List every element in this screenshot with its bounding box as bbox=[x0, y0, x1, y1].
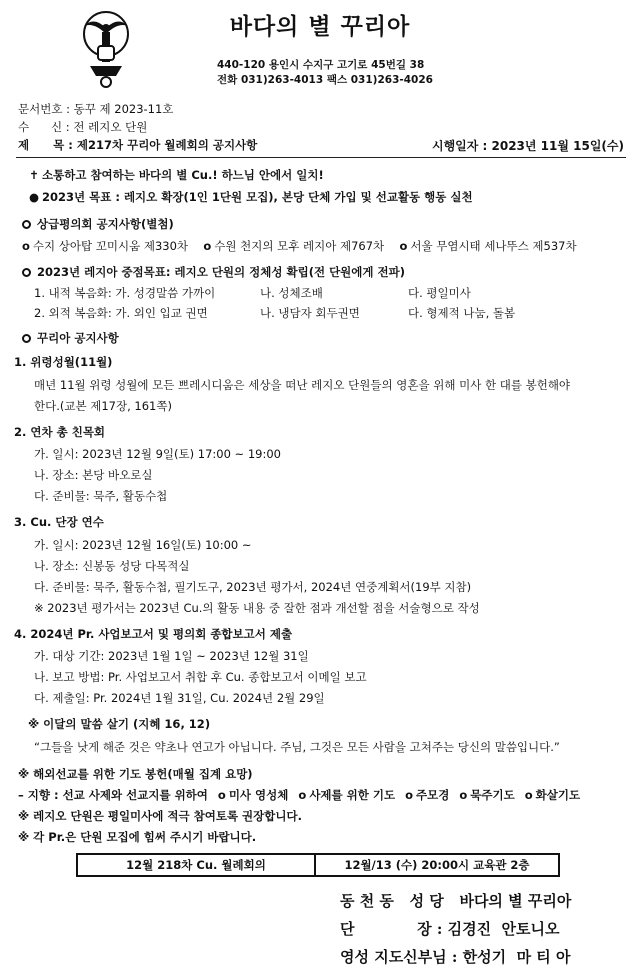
item1-line1: 매년 11월 위령 성월에 모든 쁘레시디움은 세상을 떠난 레지오 단원들의 영혼을 위해 미사 한 대를 봉헌해야 bbox=[34, 378, 571, 392]
circle-bullet-icon: o bbox=[22, 239, 30, 253]
item4-title: 4. 2024년 Pr. 사업보고서 및 평의회 종합보고서 제출 bbox=[14, 627, 293, 641]
ring-bullet-icon bbox=[22, 334, 31, 343]
prayer-intent-row bbox=[18, 787, 580, 803]
item3-c: 다. 준비물: 묵주, 활동수첩, 필기도구, 2023년 평가서, 2024년 연중계획서(19부 지참) bbox=[34, 580, 472, 594]
header-divider bbox=[16, 157, 626, 158]
word-text: “그들을 낫게 해준 것은 약초나 연고가 아닙니다. 주님, 그것은 모든 사람을 고쳐주는 당신의 말씀입니다.” bbox=[34, 740, 560, 754]
item4-b: 나. 보고 방법: Pr. 사업보고서 취합 후 Cu. 종합보고서 이메일 보고 bbox=[34, 670, 367, 684]
focus-goal-title-row bbox=[22, 264, 405, 280]
circle-bullet-icon: o bbox=[298, 788, 307, 802]
page-title: 바다의 별 꾸리아 bbox=[229, 14, 411, 40]
upper-item: 수원 천지의 모후 레지아 제767차 bbox=[214, 239, 385, 253]
next-meeting-time: 12월/13 (수) 20:00시 교육관 2층 bbox=[344, 858, 530, 872]
focus-row-2c: 다. 형제적 나눔, 돌봄 bbox=[408, 306, 516, 320]
signature-head-row bbox=[340, 918, 560, 939]
item2-b: 나. 장소: 본당 바오로실 bbox=[34, 468, 153, 482]
curia-notices-title-row bbox=[22, 330, 119, 346]
item3-note: ※ 2023년 평가서는 2023년 Cu.의 활동 내용 중 잘한 점과 개선할 점을 서술형으로 작성 bbox=[34, 601, 480, 615]
signature-head: 김경진 안토니오 bbox=[447, 920, 560, 938]
item4-a: 가. 대상 기간: 2023년 1월 1일 ~ 2023년 12월 31일 bbox=[34, 649, 309, 663]
doc-to-row bbox=[18, 118, 147, 136]
signature-org: 동 천 동 성 당 바다의 별 꾸리아 bbox=[340, 892, 572, 910]
item4-c: 다. 제출일: Pr. 2024년 1월 31일, Cu. 2024년 2월 29일 bbox=[34, 691, 325, 705]
upper-council-items bbox=[22, 238, 577, 254]
upper-item: 서울 무염시태 세나뚜스 제537차 bbox=[410, 239, 577, 253]
circle-bullet-icon: o bbox=[405, 788, 414, 802]
item3-b: 나. 장소: 신봉동 성당 다목적실 bbox=[34, 559, 190, 573]
item3-a: 가. 일시: 2023년 12월 16일(토) 10:00 ~ bbox=[34, 538, 252, 552]
recruit-note: ※ 각 Pr.은 단원 모집에 힘써 주시기 바랍니다. bbox=[18, 830, 257, 844]
focus-row-1c: 다. 평일미사 bbox=[408, 286, 471, 300]
issue-date: 시행일자 : 2023년 11월 15일(수) bbox=[431, 139, 624, 153]
item1-line2: 한다.(교본 제17장, 161쪽) bbox=[34, 399, 172, 413]
focus-row-2b: 나. 냉담자 회두권면 bbox=[260, 306, 360, 320]
doc-number-label: 문서번호 : bbox=[18, 102, 70, 116]
cross-icon: ✝ bbox=[29, 168, 39, 182]
prayer-item: 주모경 bbox=[416, 788, 450, 802]
circle-bullet-icon: o bbox=[203, 239, 212, 253]
prayer-intent: – 지향 : 선교 사제와 선교지를 위하여 bbox=[18, 788, 208, 802]
doc-number-row bbox=[18, 100, 173, 118]
address-text: 440-120 용인시 수지구 고기로 45번길 38 bbox=[217, 59, 425, 71]
curia-notices-title: 꾸리아 공지사항 bbox=[37, 331, 119, 345]
signature-priest-label: 영성 지도신부님 : bbox=[340, 948, 458, 966]
doc-subject-row bbox=[18, 136, 257, 154]
doc-number: 동꾸 제 2023-11호 bbox=[73, 102, 174, 116]
phone-text: 전화 031)263-4013 팩스 031)263-4026 bbox=[217, 74, 433, 86]
next-meeting-name: 12월 218차 Cu. 월례회의 bbox=[78, 855, 316, 875]
focus-row-2a: 2. 외적 복음화: 가. 외인 입교 권면 bbox=[34, 306, 208, 320]
address-block bbox=[217, 58, 433, 88]
slogan-text-2: 2023년 목표 : 레지오 확장(1인 1단원 모집), 본당 단체 가입 및 선교활동 행동 실천 bbox=[42, 190, 473, 204]
doc-subject-label: 제 목 : bbox=[18, 138, 73, 152]
signature-head-label: 단 장 : bbox=[340, 920, 443, 938]
prayer-item: 사제를 위한 기도 bbox=[309, 788, 396, 802]
signature-priest-row bbox=[340, 946, 571, 967]
drop-icon: ● bbox=[28, 190, 40, 204]
slogan-line-2 bbox=[26, 189, 473, 205]
doc-subject: 제217차 꾸리아 월례회의 공지사항 bbox=[76, 138, 258, 152]
doc-to-label: 수 신 : bbox=[18, 120, 70, 134]
item3-title: 3. Cu. 단장 연수 bbox=[14, 515, 104, 529]
prayer-item: 묵주기도 bbox=[470, 788, 515, 802]
circle-bullet-icon: o bbox=[459, 788, 468, 802]
weekday-mass-note: ※ 레지오 단원은 평일미사에 적극 참여토록 권장합니다. bbox=[18, 809, 302, 823]
circle-bullet-icon: o bbox=[399, 239, 408, 253]
ring-bullet-icon bbox=[22, 268, 31, 277]
upper-council-title-row bbox=[22, 216, 174, 232]
slogan-line-1 bbox=[26, 167, 324, 183]
signature-priest: 한성기 마 티 아 bbox=[462, 948, 571, 966]
item2-title: 2. 연차 총 친목회 bbox=[14, 425, 106, 439]
focus-goal-title: 2023년 레지아 중점목표: 레지오 단원의 정체성 확립(전 단원에게 전파) bbox=[37, 265, 405, 279]
prayer-title: ※ 해외선교를 위한 기도 봉헌(매월 집계 요망) bbox=[18, 767, 253, 781]
item2-a: 가. 일시: 2023년 12월 9일(토) 17:00 ~ 19:00 bbox=[34, 447, 281, 461]
circle-bullet-icon: o bbox=[217, 788, 226, 802]
focus-row-1b: 나. 성체조배 bbox=[260, 286, 323, 300]
word-title: ※ 이달의 말씀 살기 (지혜 16, 12) bbox=[28, 717, 211, 731]
prayer-item: 화살기도 bbox=[535, 788, 581, 802]
item2-c: 다. 준비물: 묵주, 활동수첩 bbox=[34, 489, 168, 503]
prayer-item: 미사 영성체 bbox=[228, 788, 289, 802]
upper-council-title: 상급평의회 공지사항(별첨) bbox=[37, 217, 174, 231]
ring-bullet-icon bbox=[22, 220, 31, 229]
focus-row-1a: 1. 내적 복음화: 가. 성경말씀 가까이 bbox=[34, 286, 216, 300]
item1-title: 1. 위령성월(11월) bbox=[14, 355, 113, 369]
upper-item: 수지 상아탑 꼬미시움 제330차 bbox=[32, 239, 189, 253]
next-meeting-box bbox=[76, 853, 560, 877]
doc-to: 전 레지오 단원 bbox=[73, 120, 148, 134]
slogan-text-1: 소통하고 참여하는 바다의 별 Cu.! 하느님 안에서 일치! bbox=[42, 168, 324, 182]
circle-bullet-icon: o bbox=[524, 788, 533, 802]
